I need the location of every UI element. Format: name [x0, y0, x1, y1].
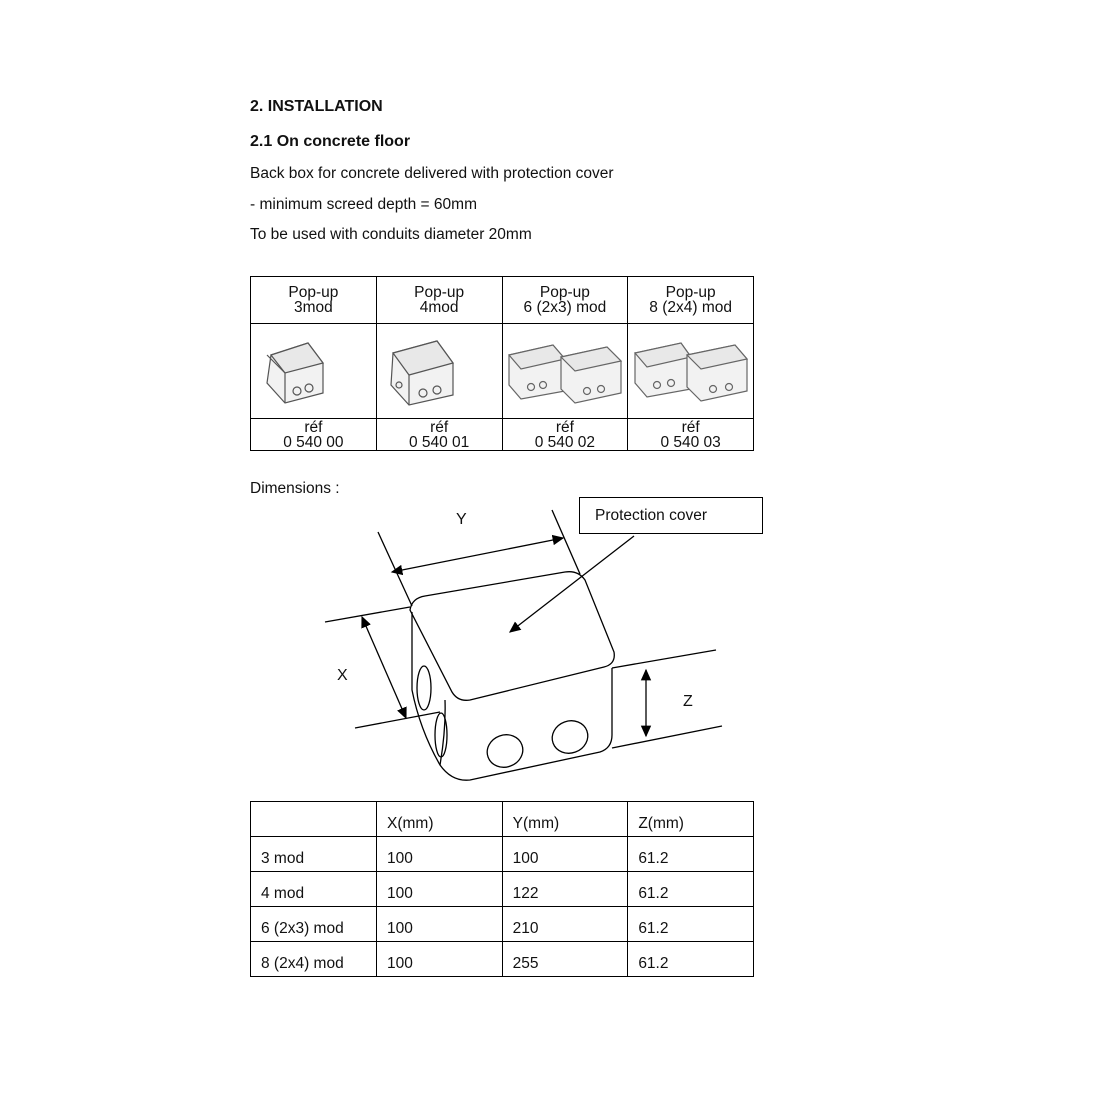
box-lid: [410, 572, 614, 701]
front-hole: [483, 730, 528, 772]
table-cell: 61.2: [628, 837, 754, 872]
table-header-cell: Z(mm): [628, 802, 754, 837]
table-cell: 122: [502, 872, 628, 907]
label-z: Z: [683, 693, 693, 710]
product-name-cell: Pop-up 3mod: [251, 277, 377, 324]
table-row: [251, 907, 754, 942]
table-header-row: [251, 802, 754, 837]
table-cell: 61.2: [628, 942, 754, 977]
table-cell: 100: [377, 942, 503, 977]
section-title: 2. INSTALLATION: [250, 98, 383, 115]
table-cell: 4 mod: [251, 872, 377, 907]
table-cell: 100: [502, 837, 628, 872]
table-row: [251, 837, 754, 872]
dimensions-label: Dimensions :: [250, 480, 340, 497]
paragraph-3: To be used with conduits diameter 20mm: [250, 226, 532, 243]
product-name-cell: Pop-up 4mod: [376, 277, 502, 324]
product-ref-cell: réf 0 540 02: [502, 419, 628, 451]
table-row: [251, 872, 754, 907]
table-cell: 210: [502, 907, 628, 942]
table-header-cell: [251, 802, 377, 837]
product-ref-cell: réf 0 540 01: [376, 419, 502, 451]
product-name-cell: Pop-up 8 (2x4) mod: [628, 277, 754, 324]
table-cell: 61.2: [628, 872, 754, 907]
paragraph-1: Back box for concrete delivered with protection cover: [250, 165, 614, 182]
label-y: Y: [456, 511, 467, 528]
protection-cover-callout: Protection cover: [579, 497, 763, 534]
table-cell: 3 mod: [251, 837, 377, 872]
product-ref-cell: réf 0 540 00: [251, 419, 377, 451]
table-header-cell: Y(mm): [502, 802, 628, 837]
table-cell: 61.2: [628, 907, 754, 942]
table-cell: 100: [377, 872, 503, 907]
front-hole: [548, 716, 593, 758]
product-name-cell: Pop-up 6 (2x3) mod: [502, 277, 628, 324]
paragraph-2: - minimum screed depth = 60mm: [250, 196, 477, 213]
table-cell: 8 (2x4) mod: [251, 942, 377, 977]
label-x: X: [337, 667, 348, 684]
table-row: [251, 942, 754, 977]
table-cell: 100: [377, 907, 503, 942]
table-cell: 255: [502, 942, 628, 977]
table-cell: 6 (2x3) mod: [251, 907, 377, 942]
table-header-cell: X(mm): [377, 802, 503, 837]
product-ref-cell: réf 0 540 03: [628, 419, 754, 451]
subsection-title: 2.1 On concrete floor: [250, 133, 411, 150]
dimension-table: [250, 801, 754, 977]
table-cell: 100: [377, 837, 503, 872]
